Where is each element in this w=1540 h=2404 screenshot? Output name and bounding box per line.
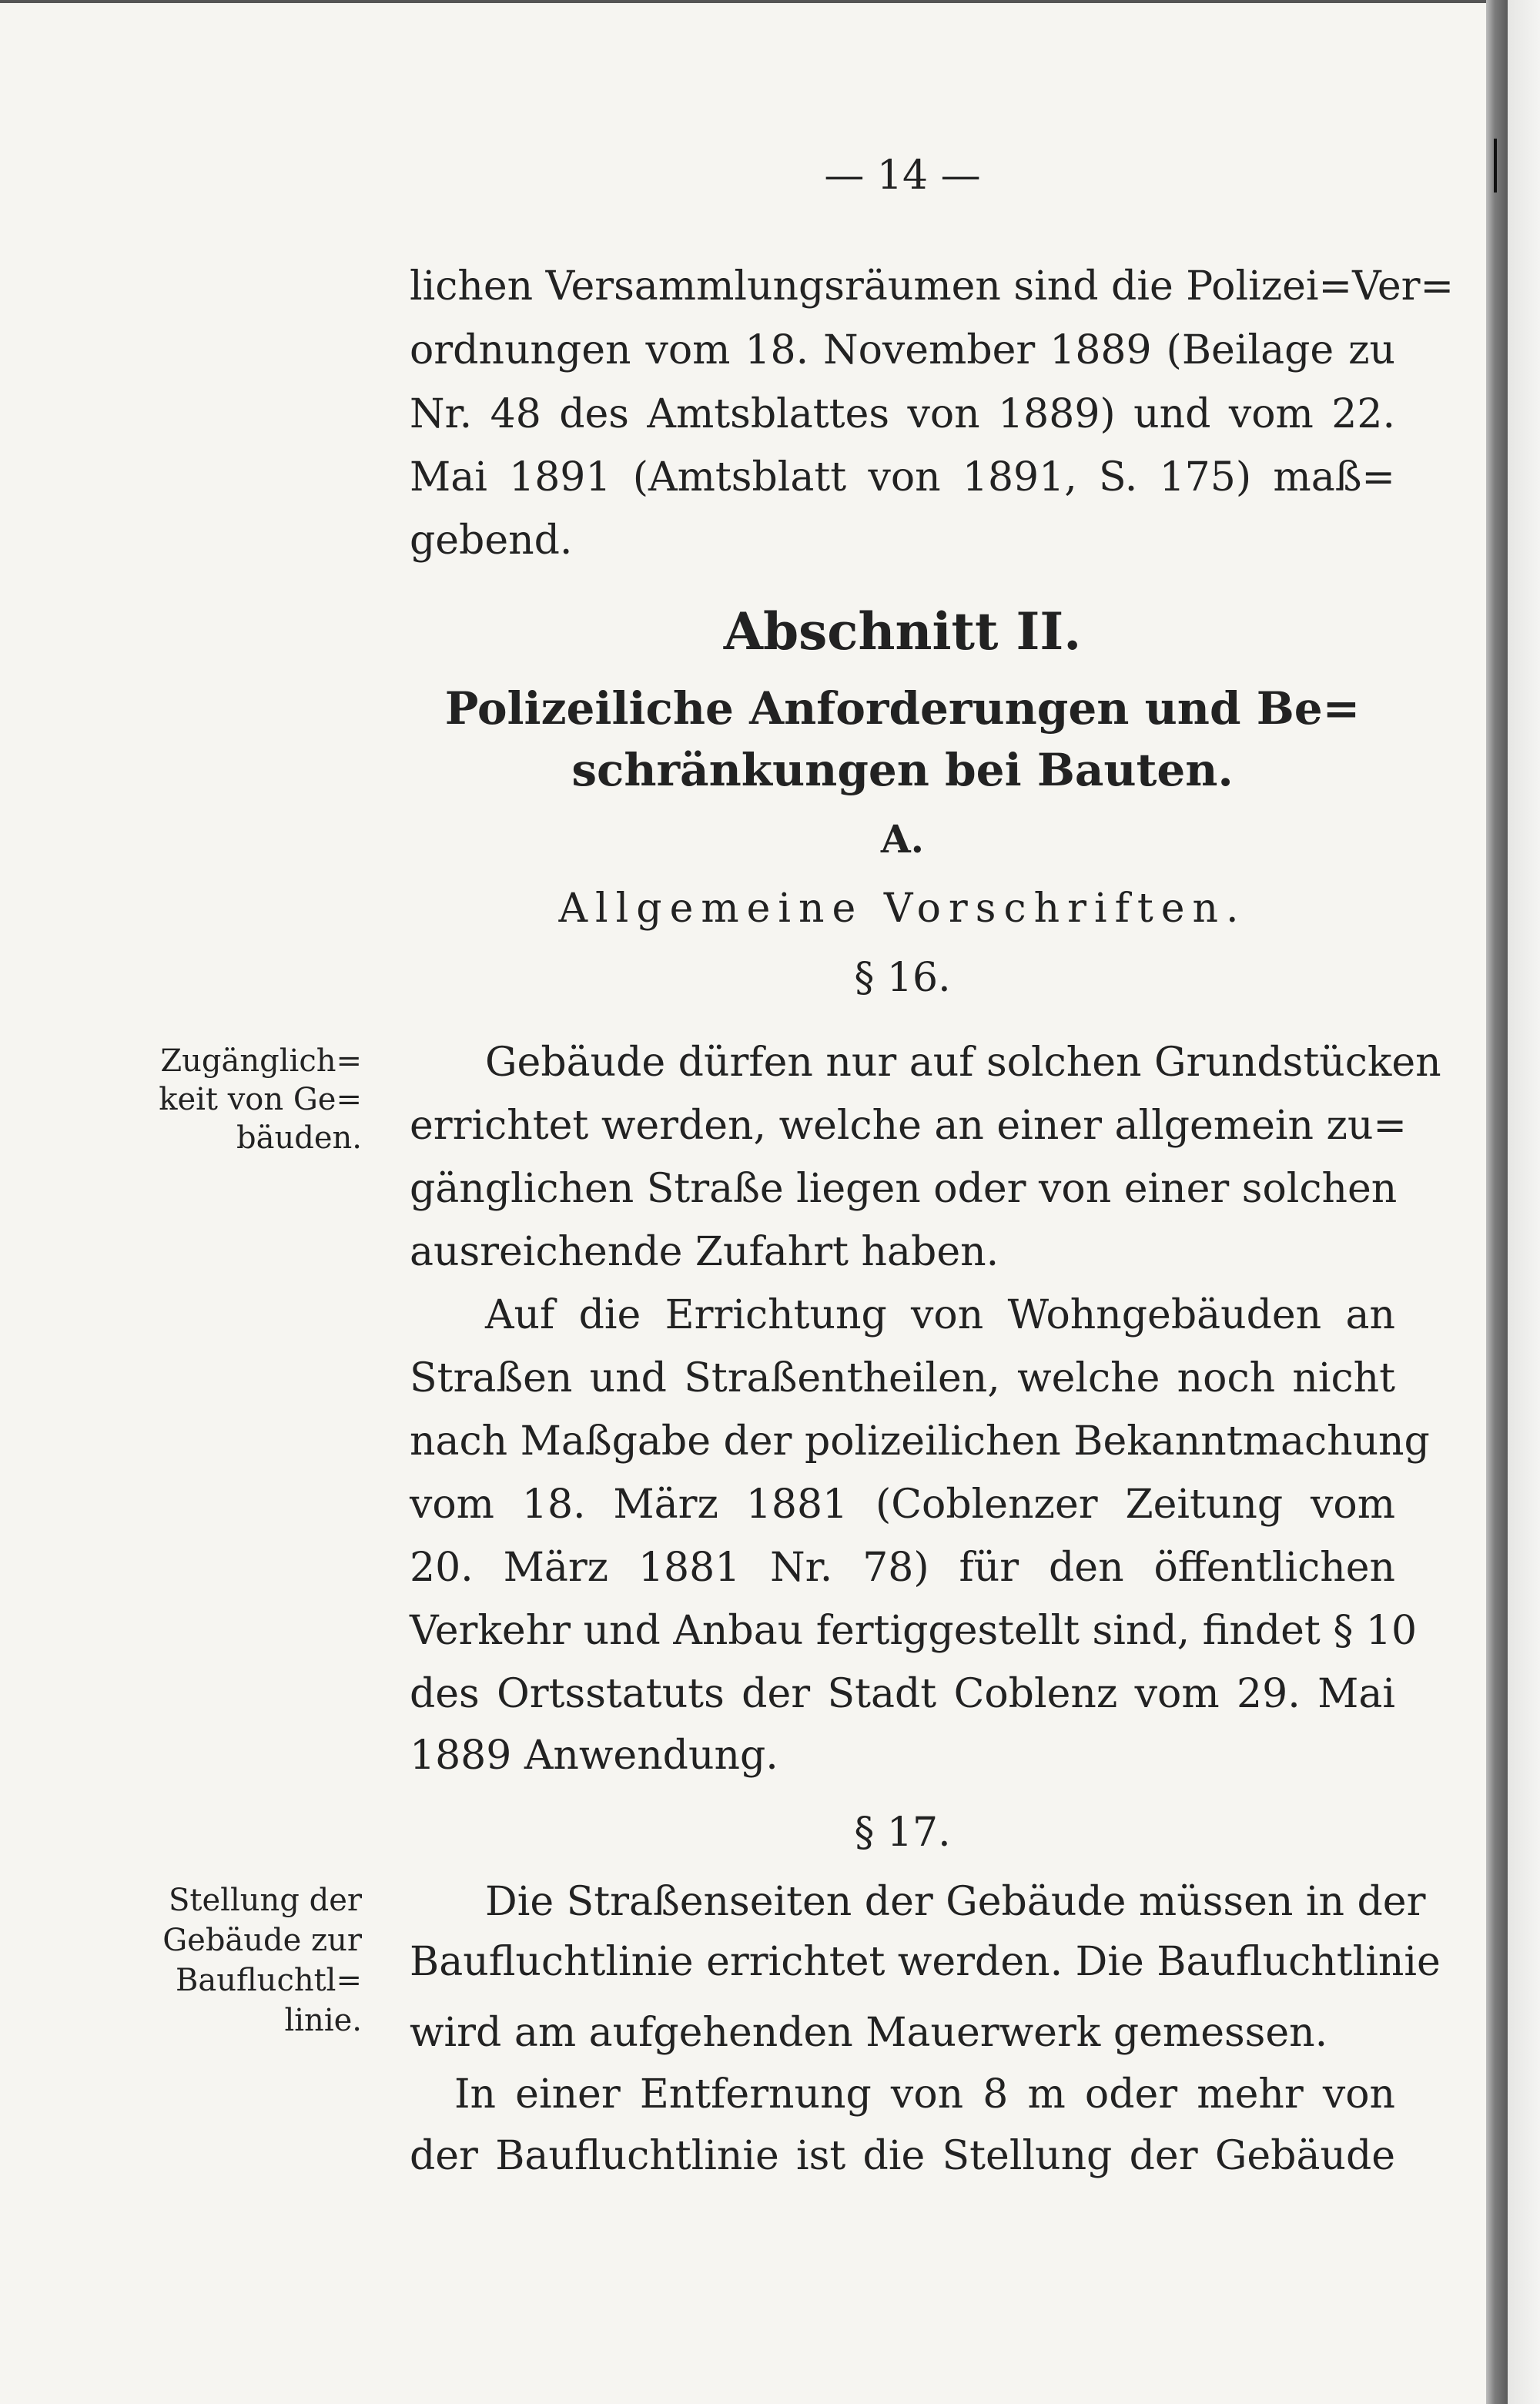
paragraph-line: vom 18. März 1881 (Coblenzer Zeitung vom (410, 1482, 1395, 1528)
section-heading: Abschnitt II. (723, 601, 1082, 661)
section-subtitle-line: schränkungen bei Bauten. (571, 744, 1234, 796)
paragraph-line: 20. März 1881 Nr. 78) für den öffentlichen (410, 1545, 1395, 1591)
paragraph-line: 1889 Anwendung. (410, 1733, 778, 1779)
subsection-title: Allgemeine Vorschriften. (558, 886, 1247, 932)
paragraph-line: wird am aufgehenden Mauerwerk gemessen. (410, 2010, 1328, 2056)
margin-note-line: Stellung der (169, 1883, 362, 1918)
book-page-edge (1508, 0, 1540, 2404)
paragraph-line: Verkehr und Anbau fertiggestellt sind, findet § 10 (410, 1608, 1418, 1654)
paragraph-line: errichtet werden, welche an einer allgemein zu= (410, 1103, 1407, 1149)
subsection-letter: A. (880, 816, 925, 862)
margin-note-line: keit von Ge= (159, 1082, 362, 1117)
book-gutter-shadow (1486, 0, 1508, 2404)
paragraph-line: Gebäude dürfen nur auf solchen Grundstücken (485, 1040, 1441, 1086)
margin-note-line: bäuden. (236, 1120, 362, 1156)
paragraph-line: des Ortsstatuts der Stadt Coblenz vom 29. Mai (410, 1671, 1395, 1717)
ink-mark (1494, 139, 1497, 193)
paragraph-line: In einer Entfernung von 8 m oder mehr von (454, 2071, 1395, 2118)
paragraph-line: ordnungen vom 18. November 1889 (Beilage zu (410, 327, 1395, 373)
margin-note-line: Zugänglich= (160, 1043, 362, 1079)
paragraph-line: Die Straßenseiten der Gebäude müssen in der (485, 1879, 1426, 1925)
page-top-border (0, 0, 1486, 3)
paragraph-line: gänglichen Straße liegen oder von einer solchen (410, 1166, 1398, 1212)
paragraph-line: Mai 1891 (Amtsblatt von 1891, S. 175) maß= (410, 454, 1395, 501)
paragraph-line: gebend. (410, 517, 573, 564)
margin-note-line: Gebäude zur (162, 1923, 362, 1958)
paragraph-number: § 17. (854, 1810, 951, 1856)
margin-note-line: linie. (284, 2003, 362, 2038)
paragraph-number: § 16. (854, 955, 951, 1001)
paragraph-line: der Baufluchtlinie ist die Stellung der Gebäude (410, 2133, 1395, 2179)
paragraph-line: nach Maßgabe der polizeilichen Bekanntmachung (410, 1418, 1430, 1465)
page-number: — 14 — (824, 152, 981, 199)
paragraph-line: Baufluchtlinie errichtet werden. Die Baufluchtlinie (410, 1939, 1441, 1985)
paragraph-line: lichen Versammlungsräumen sind die Polizei=Ver= (410, 263, 1455, 310)
margin-note-line: Baufluchtl= (176, 1963, 362, 1998)
section-subtitle-line: Polizeiliche Anforderungen und Be= (444, 682, 1361, 735)
paragraph-line: Straßen und Straßentheilen, welche noch nicht (410, 1355, 1395, 1401)
paragraph-line: Auf die Errichtung von Wohngebäuden an (485, 1292, 1395, 1338)
paragraph-line: Nr. 48 des Amtsblattes von 1889) und vom 22. (410, 391, 1395, 437)
paragraph-line: ausreichende Zufahrt haben. (410, 1229, 999, 1275)
